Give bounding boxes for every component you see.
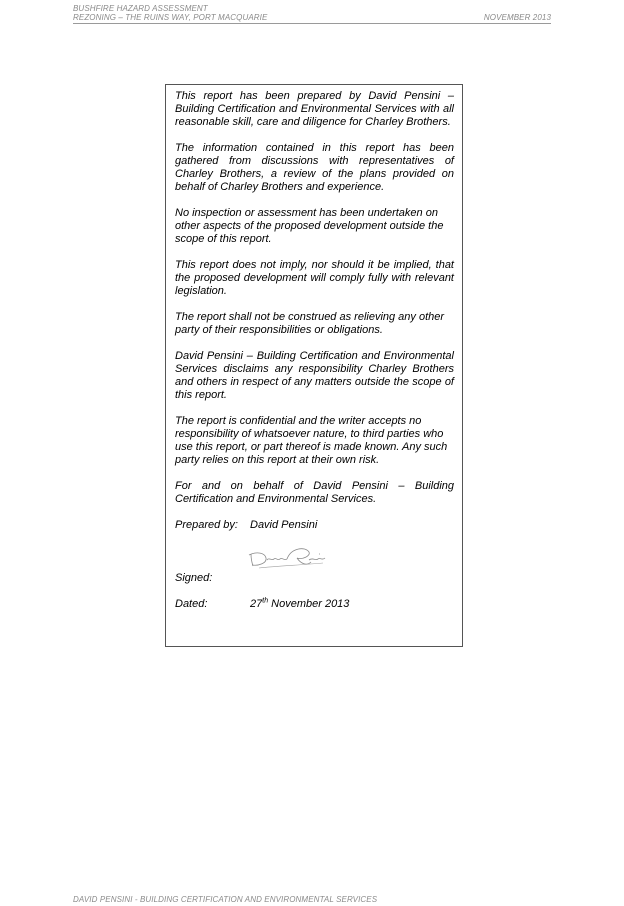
disclaimer-paragraph: For and on behalf of David Pensini – Building Certification and Environmental Services. (175, 480, 454, 505)
disclaimer-paragraph: The report shall not be construed as relieving any other party of their responsibilities or obligations. (175, 311, 445, 336)
header-date: NOVEMBER 2013 (483, 13, 551, 22)
disclaimer-paragraph: The information contained in this report has been gathered from discussions with representatives of Charley Brothers, a review of the plans provided on behalf of Charley Brothers and experience. (175, 142, 454, 193)
dated-month-year: November 2013 (268, 598, 350, 610)
signature-area (175, 540, 454, 585)
disclaimer-paragraph: The report is confidential and the writer accepts no responsibility of whatsoever nature, to third parties who use this report, or part thereof is made known. Any such party relies on this report at their own risk. (175, 415, 448, 466)
header-project: REZONING – THE RUINS WAY, PORT MACQUARIE (73, 13, 268, 22)
dated-label: Dated: (175, 598, 208, 610)
signed-row (175, 572, 250, 585)
prepared-by-value: David Pensini (250, 519, 318, 531)
prepared-by-row (175, 519, 454, 532)
dated-ordinal: th (262, 597, 269, 605)
page-header (73, 4, 551, 24)
handwritten-signature (247, 544, 327, 570)
disclaimer-paragraph: David Pensini – Building Certification and Environmental Services disclaims any responsibility Charley Brothers and others in respect of any matters outside the scope of this report. (175, 350, 454, 401)
header-subtitle-row (73, 13, 551, 24)
page-footer: DAVID PENSINI - BUILDING CERTIFICATION AND ENVIRONMENTAL SERVICES (73, 895, 378, 904)
signed-label: Signed: (175, 572, 213, 584)
disclaimer-paragraph: This report does not imply, nor should it be implied, that the proposed development will comply fully with relevant legislation. (175, 259, 454, 297)
dated-row (175, 598, 454, 611)
header-title: BUSHFIRE HAZARD ASSESSMENT (73, 4, 208, 13)
prepared-by-label: Prepared by: (175, 519, 238, 531)
disclaimer-paragraph: This report has been prepared by David Pensini – Building Certification and Environmental Services with all reasonable skill, care and diligence for Charley Brothers. (175, 90, 454, 128)
dated-day: 27 (250, 598, 263, 610)
disclaimer-paragraph: No inspection or assessment has been undertaken on other aspects of the proposed development outside the scope of this report. (175, 207, 444, 245)
dated-value (250, 598, 349, 611)
disclaimer-box (165, 84, 463, 647)
